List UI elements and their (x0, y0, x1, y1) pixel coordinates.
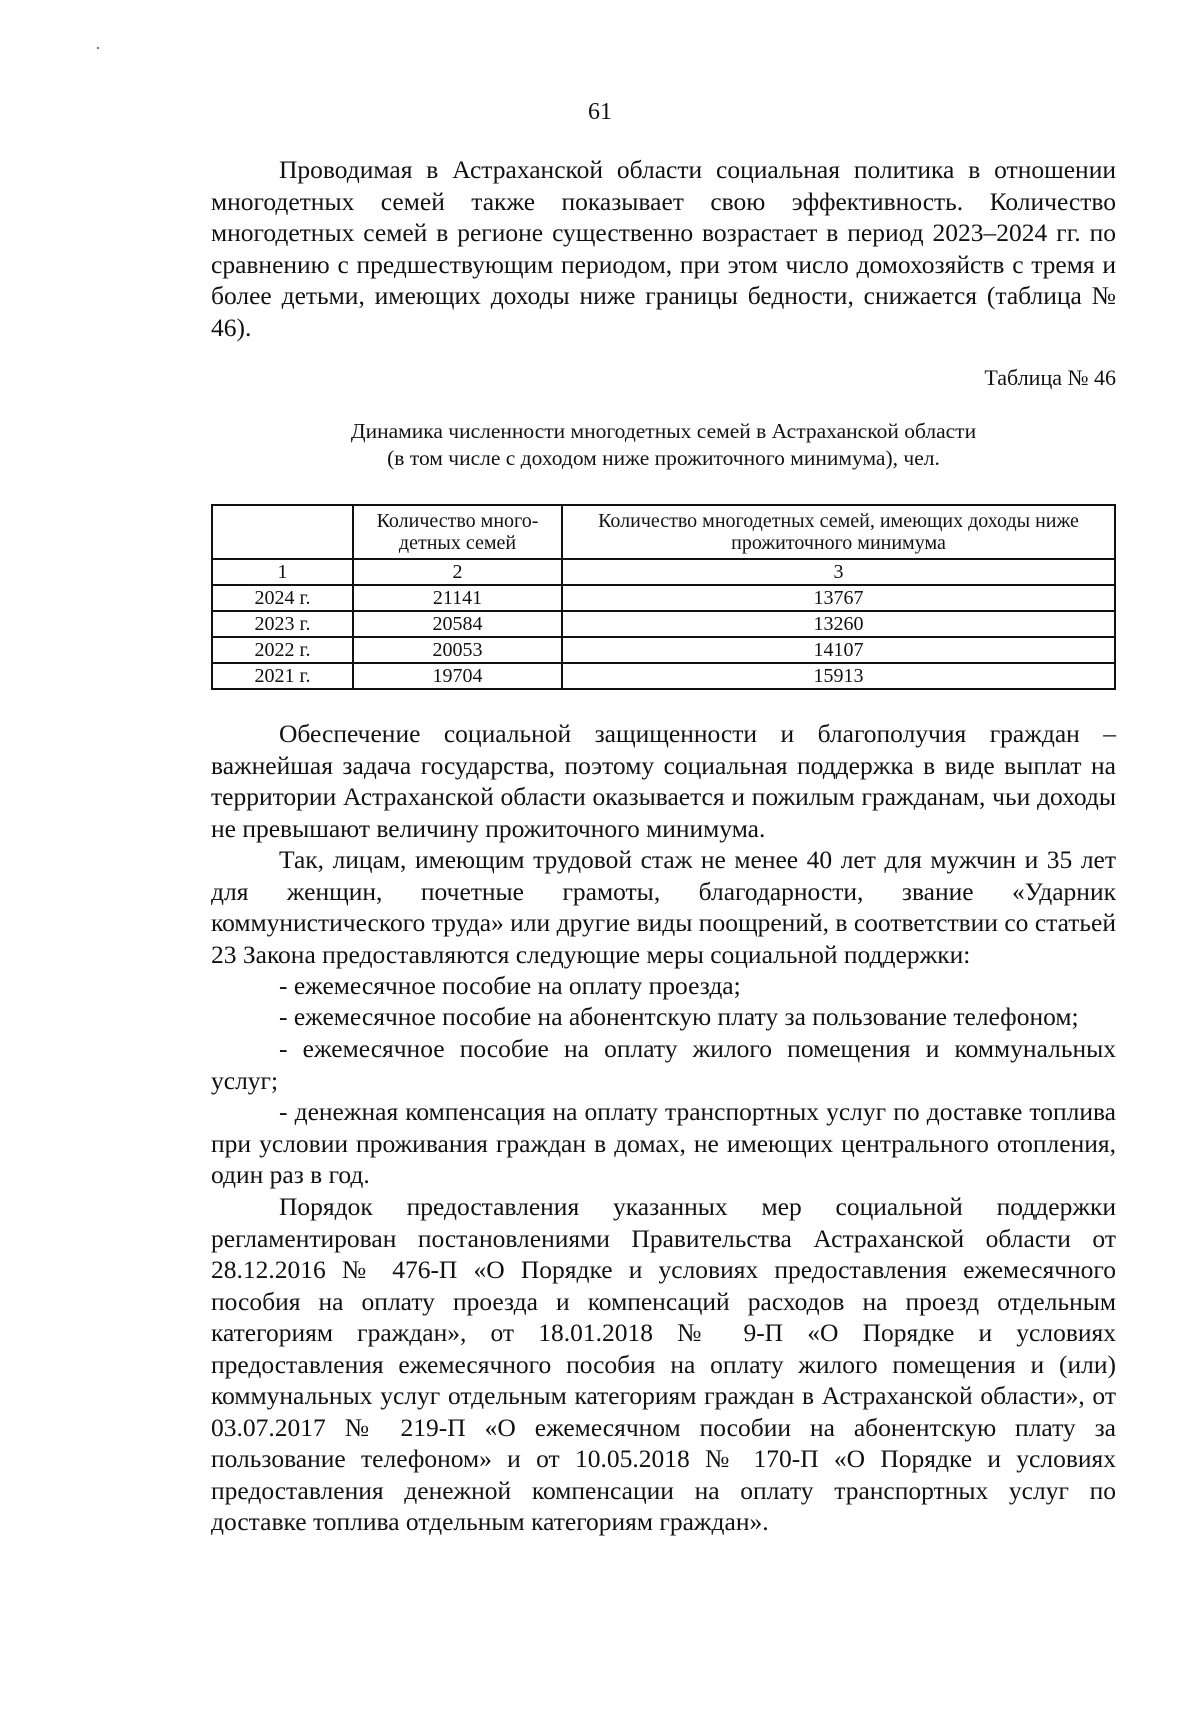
total-cell: 20584 (353, 611, 562, 637)
column-number: 1 (212, 559, 353, 585)
year-cell: 2021 г. (212, 663, 353, 689)
header-cell-below-minimum: Количество многодетных семей, имеющих доходы ниже прожиточного минимума (562, 505, 1115, 559)
table-row (212, 585, 1115, 611)
total-cell: 20053 (353, 637, 562, 663)
table-header-row (212, 505, 1115, 559)
table-caption (211, 418, 1116, 472)
table-label: Таблица № 46 (984, 365, 1116, 390)
page-number: 61 (588, 99, 612, 125)
column-number-row (212, 559, 1115, 585)
families-table (211, 504, 1116, 690)
paragraph-social-protection: Обеспечение социальной защищенности и благополучия граждан – важнейшая задача государства, поэтому социальная поддержка в виде выплат на территории Астраханской области оказывается и пожилым гражданам, чьи доходы не превышают величину прожиточного минимума. (211, 719, 1116, 843)
table-caption-line1: Динамика численности многодетных семей в Астраханской области (350, 419, 977, 443)
year-cell: 2023 г. (212, 611, 353, 637)
list-item: - денежная компенсация на оплату транспортных услуг по доставке топлива при условии проживания граждан в домах, не имеющих центрального отопления, один раз в год. (211, 1097, 1116, 1189)
below-minimum-cell: 13767 (562, 585, 1115, 611)
below-minimum-cell: 15913 (562, 663, 1115, 689)
intro-paragraph: Проводимая в Астраханской области социальная политика в отношении многодетных семей также показывает свою эффективность. Количество многодетных семей в регионе существенно возрастает в период 2023–2024 гг. по сравнению с предшествующим периодом, при этом число домохозяйств с тремя и более детьми, имеющих доходы ниже границы бедности, снижается (таблица № 46). (211, 155, 1116, 342)
table-row (212, 663, 1115, 689)
list-item: - ежемесячное пособие на оплату проезда; (279, 971, 741, 1000)
below-minimum-cell: 14107 (562, 637, 1115, 663)
header-cell-year (212, 505, 353, 559)
column-number: 2 (353, 559, 562, 585)
column-number: 3 (562, 559, 1115, 585)
list-item: - ежемесячное пособие на оплату жилого помещения и коммунальных услуг; (211, 1034, 1116, 1095)
table-row (212, 611, 1115, 637)
below-minimum-cell: 13260 (562, 611, 1115, 637)
year-cell: 2022 г. (212, 637, 353, 663)
total-cell: 19704 (353, 663, 562, 689)
list-item: - ежемесячное пособие на абонентскую плату за пользование телефоном; (279, 1002, 1079, 1031)
total-cell: 21141 (353, 585, 562, 611)
table-caption-line2: (в том числе с доходом ниже прожиточного минимума), чел. (387, 446, 940, 470)
paragraph-labor-veterans: Так, лицам, имеющим трудовой стаж не менее 40 лет для мужчин и 35 лет для женщин, почетные грамоты, благодарности, звание «Ударник коммунистического труда» или другие виды поощрений, в соответствии со статьей 23 Закона предоставляются следующие меры социальной поддержки: (211, 845, 1116, 969)
paragraph-regulations: Порядок предоставления указанных мер социальной поддержки регламентирован постановлениями Правительства Астраханской области от 28.12.2016 № 476-П «О Порядке и условиях предоставления ежемесячного пособия на оплату проезда и компенсаций расходов на проезд отдельным категориям граждан», от 18.01.2018 № 9-П «О Порядке и условиях предоставления ежемесячного пособия на оплату жилого помещения и (или) коммунальных услуг отдельным категориям граждан в Астраханской области», от 03.07.2017 № 219-П «О ежемесячном пособии на абонентскую плату за пользование телефоном» и от 10.05.2018 № 170-П «О Порядке и условиях предоставления денежной компенсации на оплату транспортных услуг по доставке топлива отдельным категориям граждан». (211, 1192, 1116, 1536)
scan-speck (97, 47, 99, 49)
year-cell: 2024 г. (212, 585, 353, 611)
table-row (212, 637, 1115, 663)
header-cell-total: Количество много-детных семей (353, 505, 562, 559)
